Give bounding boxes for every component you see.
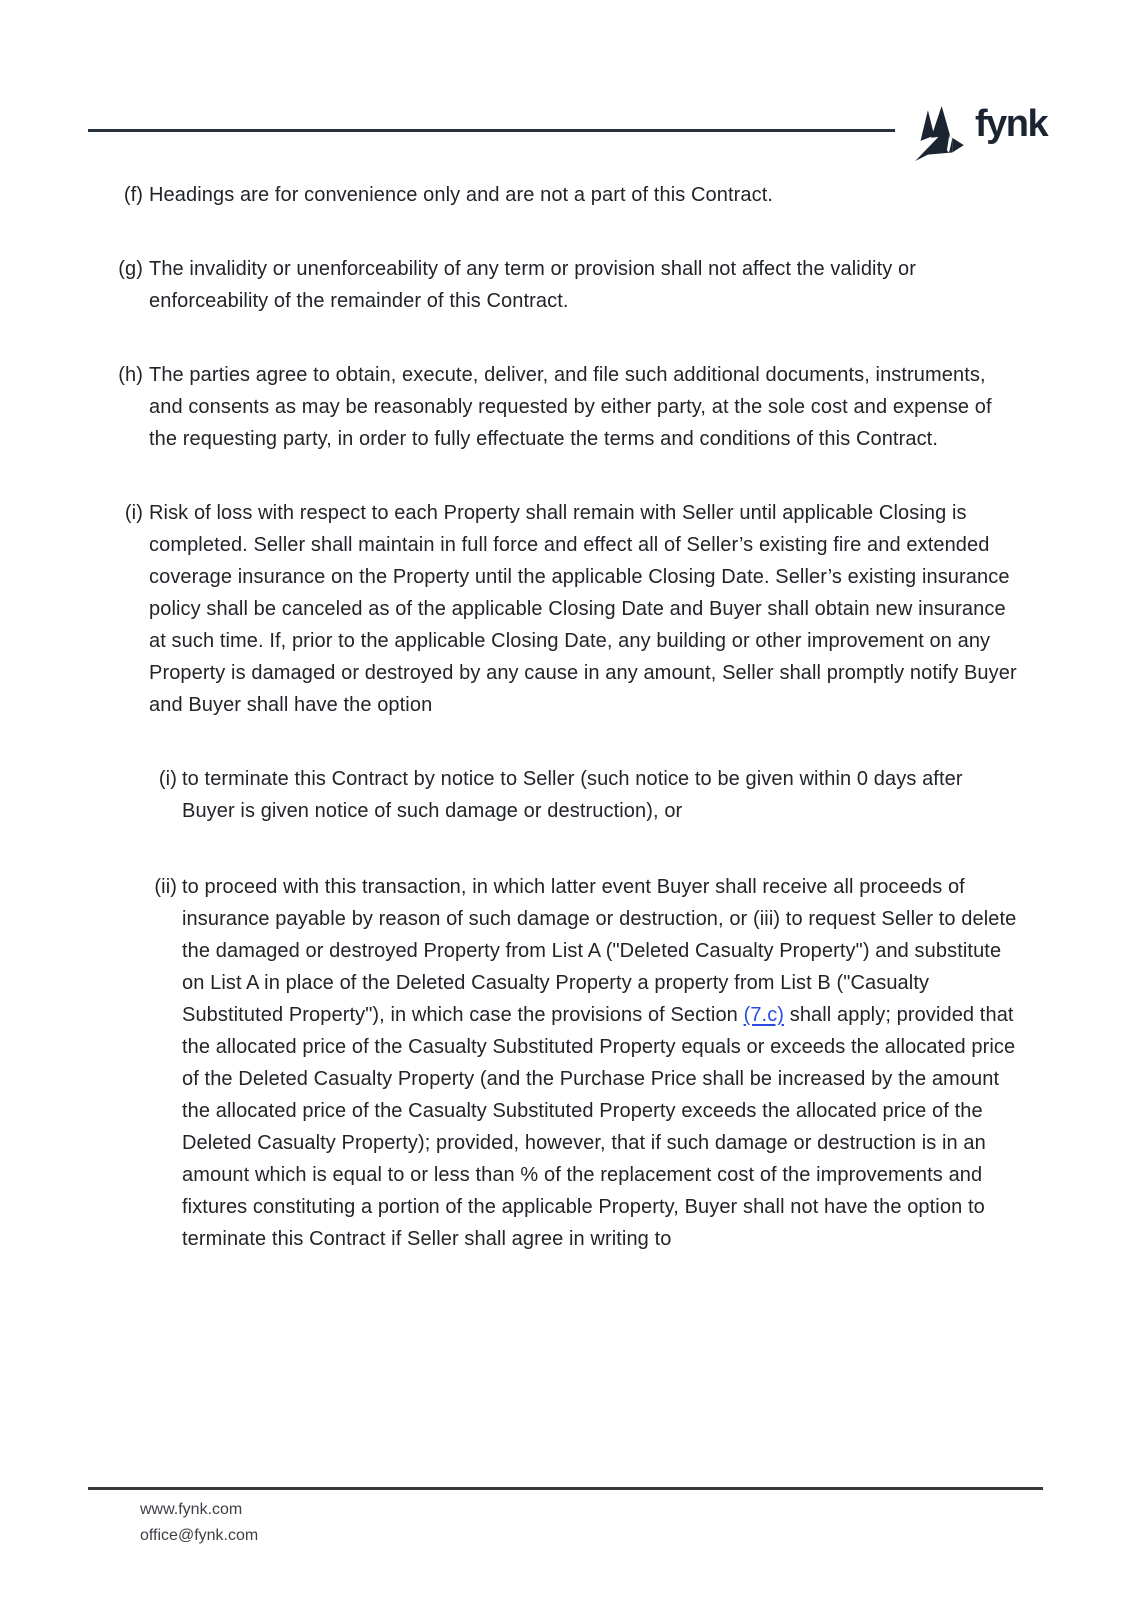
subclause-ii-text-after-link: shall apply; provided that the allocated price of the Casualty Substituted Property equals or exceeds the allocated price of the Deleted Casualty Property (and the Purchase Price shall be increased by the amount the allocated price of the Casualty Substituted Property exceeds the allocated price of the Deleted Casualty Property); provided, however, that if such damage or destruction is in an amount which is equal to or less than % of the replacement cost of the improvements and fixtures constituting a portion of the applicable Property, Buyer shall not have the option to terminate this Contract if Seller shall agree in writing to: [182, 1004, 1016, 1250]
subclause-ii-marker: (ii): [154, 876, 177, 898]
footer-website: www.fynk.com: [140, 1501, 243, 1518]
footer-rule: [88, 1487, 1043, 1490]
clause-h-marker: (h): [118, 364, 143, 386]
clause-i: [88, 497, 1020, 721]
header-rule: [88, 129, 895, 132]
subclause-i: [88, 763, 1020, 827]
clause-i-marker: (i): [124, 502, 143, 524]
clause-f-marker: (f): [123, 184, 143, 206]
subclause-ii-text-before-link: to proceed with this transaction, in which latter event Buyer shall receive all proceeds of insurance payable by reason of such damage or destruction, or (iii) to request Seller to delete the damaged or destroyed Property from List A ("Deleted Casualty Property") and substitute on List A in place of the Deleted Casualty Property a property from List B ("Casualty Substituted Property"), in which case the provisions of Section: [182, 876, 1017, 1026]
clause-i-text: Risk of loss with respect to each Property shall remain with Seller until applicable Closing is completed. Seller shall maintain in full force and effect all of Seller’s existing fire and extended coverage insurance on the Property until the applicable Closing Date. Seller’s existing insurance policy shall be canceled as of the applicable Closing Date and Buyer shall obtain new insurance at such time. If, prior to the applicable Closing Date, any building or other improvement on any Property is damaged or destroyed by any cause in any amount, Seller shall promptly notify Buyer and Buyer shall have the option: [149, 502, 1017, 716]
clause-g: [88, 253, 1020, 317]
clause-g-marker: (g): [118, 258, 143, 280]
subclause-ii: [88, 871, 1020, 1255]
clause-h: [88, 359, 1020, 455]
clause-h-text: The parties agree to obtain, execute, deliver, and file such additional documents, instruments, and consents as may be reasonably requested by either party, at the sole cost and expense of the requesting party, in order to fully effectuate the terms and conditions of this Contract.: [149, 364, 992, 450]
fynk-logo: [914, 103, 1047, 162]
origami-bird-icon: [914, 106, 964, 162]
subclause-i-text: to terminate this Contract by notice to Seller (such notice to be given within 0 days after Buyer is given notice of such damage or destruction), or: [182, 768, 963, 822]
clause-g-text: The invalidity or unenforceability of any term or provision shall not affect the validity or enforceability of the remainder of this Contract.: [149, 258, 916, 312]
clause-f: [88, 179, 1020, 211]
contract-body: [88, 179, 1020, 1255]
clause-f-text: Headings are for convenience only and are not a part of this Contract.: [149, 184, 774, 206]
subclause-ii-text: [182, 871, 1020, 1255]
subclause-i-marker: (i): [158, 768, 177, 790]
page-footer: [140, 1497, 258, 1549]
fynk-wordmark: fynk: [975, 103, 1048, 145]
section-7c-link[interactable]: (7.c): [743, 1004, 785, 1026]
footer-email: office@fynk.com: [140, 1527, 259, 1544]
